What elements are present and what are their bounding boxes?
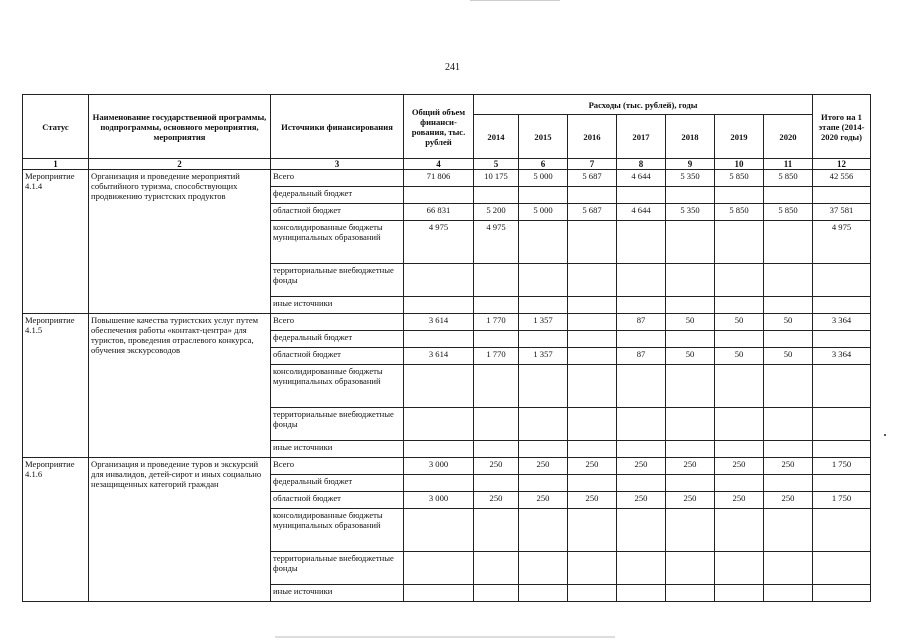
year-value-cell [715, 331, 764, 348]
total-volume-cell [404, 187, 474, 204]
year-value-cell [519, 264, 568, 297]
measure-status: Мероприятие 4.1.6 [23, 458, 89, 602]
year-value-cell: 5 850 [764, 204, 813, 221]
header-year: 2016 [568, 115, 617, 159]
year-value-cell [568, 585, 617, 602]
year-value-cell [617, 552, 666, 585]
total-volume-cell: 4 975 [404, 221, 474, 264]
column-number: 10 [715, 159, 764, 170]
total-volume-cell [404, 509, 474, 552]
year-value-cell: 5 350 [666, 204, 715, 221]
year-value-cell [666, 585, 715, 602]
year-value-cell [617, 221, 666, 264]
column-number: 12 [813, 159, 871, 170]
year-value-cell [617, 408, 666, 441]
year-value-cell [519, 552, 568, 585]
funding-source: федеральный бюджет [271, 475, 404, 492]
column-number: 1 [23, 159, 89, 170]
year-value-cell [474, 552, 519, 585]
funding-source: иные источники [271, 585, 404, 602]
funding-source: областной бюджет [271, 204, 404, 221]
year-value-cell [715, 221, 764, 264]
year-value-cell: 250 [617, 458, 666, 475]
total-volume-cell [404, 331, 474, 348]
year-value-cell: 5 850 [715, 170, 764, 187]
total-volume-cell [404, 552, 474, 585]
stage-total-cell: 42 556 [813, 170, 871, 187]
stage-total-cell [813, 441, 871, 458]
year-value-cell: 5 000 [519, 170, 568, 187]
total-volume-cell: 3 000 [404, 492, 474, 509]
total-volume-cell [404, 408, 474, 441]
stage-total-cell [813, 365, 871, 408]
year-value-cell: 10 175 [474, 170, 519, 187]
year-value-cell: 1 770 [474, 348, 519, 365]
year-value-cell [474, 297, 519, 314]
year-value-cell [519, 585, 568, 602]
year-value-cell [474, 187, 519, 204]
year-value-cell: 5 200 [474, 204, 519, 221]
year-value-cell: 250 [474, 458, 519, 475]
stage-total-cell: 1 750 [813, 492, 871, 509]
year-value-cell [519, 187, 568, 204]
year-value-cell [568, 552, 617, 585]
year-value-cell [568, 509, 617, 552]
column-number: 5 [474, 159, 519, 170]
year-value-cell [666, 408, 715, 441]
year-value-cell [764, 475, 813, 492]
year-value-cell [617, 297, 666, 314]
funding-source: территориальные внебюджетные фонды [271, 408, 404, 441]
year-value-cell [474, 365, 519, 408]
header-total-volume: Общий объем финанси-рования, тыс. рублей [404, 95, 474, 159]
year-value-cell: 250 [568, 458, 617, 475]
year-value-cell: 50 [715, 314, 764, 331]
year-value-cell: 250 [617, 492, 666, 509]
year-value-cell: 50 [764, 314, 813, 331]
year-value-cell [568, 475, 617, 492]
page-number: 241 [445, 62, 460, 73]
year-value-cell [666, 441, 715, 458]
measure-status: Мероприятие 4.1.5 [23, 314, 89, 458]
funding-source: федеральный бюджет [271, 331, 404, 348]
year-value-cell [568, 314, 617, 331]
year-value-cell [666, 187, 715, 204]
year-value-cell: 250 [764, 492, 813, 509]
year-value-cell: 250 [666, 458, 715, 475]
header-name: Наименование государственной программы, подпрограммы, основного мероприятия, мероприятия [89, 95, 271, 159]
total-volume-cell [404, 585, 474, 602]
column-number-row [23, 159, 871, 170]
year-value-cell: 5 687 [568, 204, 617, 221]
header-year: 2020 [764, 115, 813, 159]
scan-edge-line [275, 636, 615, 638]
year-value-cell [474, 408, 519, 441]
year-value-cell [764, 264, 813, 297]
year-value-cell: 1 770 [474, 314, 519, 331]
total-volume-cell: 3 000 [404, 458, 474, 475]
year-value-cell [568, 441, 617, 458]
year-value-cell [617, 264, 666, 297]
measure-status: Мероприятие 4.1.4 [23, 170, 89, 314]
measure-name: Организация и проведение мероприятий событийного туризма, способствующих продвижению туристских продуктов [89, 170, 271, 314]
year-value-cell [617, 187, 666, 204]
year-value-cell: 1 357 [519, 314, 568, 331]
total-volume-cell [404, 264, 474, 297]
stage-total-cell [813, 187, 871, 204]
funding-source: Всего [271, 170, 404, 187]
year-value-cell [666, 475, 715, 492]
year-value-cell [666, 331, 715, 348]
year-value-cell [474, 331, 519, 348]
year-value-cell: 250 [666, 492, 715, 509]
stage-total-cell [813, 408, 871, 441]
stage-total-cell: 3 364 [813, 314, 871, 331]
stage-total-cell: 1 750 [813, 458, 871, 475]
funding-source: консолидированные бюджеты муниципальных образований [271, 221, 404, 264]
funding-source: областной бюджет [271, 348, 404, 365]
year-value-cell [617, 509, 666, 552]
year-value-cell [764, 552, 813, 585]
year-value-cell [764, 221, 813, 264]
year-value-cell [764, 365, 813, 408]
column-number: 3 [271, 159, 404, 170]
year-value-cell [568, 264, 617, 297]
funding-source: областной бюджет [271, 492, 404, 509]
stage-total-cell [813, 475, 871, 492]
header-year: 2018 [666, 115, 715, 159]
year-value-cell [568, 221, 617, 264]
scan-speck [884, 434, 886, 436]
total-volume-cell [404, 297, 474, 314]
column-number: 8 [617, 159, 666, 170]
year-value-cell [617, 585, 666, 602]
year-value-cell [568, 365, 617, 408]
year-value-cell: 87 [617, 348, 666, 365]
year-value-cell: 250 [519, 492, 568, 509]
year-value-cell [666, 365, 715, 408]
year-value-cell [666, 297, 715, 314]
year-value-cell [666, 552, 715, 585]
table-row [23, 314, 871, 331]
funding-source: федеральный бюджет [271, 187, 404, 204]
year-value-cell [666, 221, 715, 264]
total-volume-cell [404, 475, 474, 492]
table-row [23, 170, 871, 187]
year-value-cell [519, 408, 568, 441]
year-value-cell [474, 441, 519, 458]
total-volume-cell: 71 806 [404, 170, 474, 187]
total-volume-cell: 3 614 [404, 314, 474, 331]
scan-edge-line [470, 0, 560, 1]
year-value-cell [715, 509, 764, 552]
measure-name: Повышение качества туристских услуг путем обеспечения работы «контакт-центра» для туристов, проведения отраслевого конкурса, обучения экскурсоводов [89, 314, 271, 458]
year-value-cell [715, 297, 764, 314]
year-value-cell [764, 331, 813, 348]
year-value-cell [617, 331, 666, 348]
year-value-cell [715, 365, 764, 408]
year-value-cell: 250 [715, 492, 764, 509]
year-value-cell [568, 187, 617, 204]
year-value-cell: 250 [568, 492, 617, 509]
year-value-cell [764, 408, 813, 441]
stage-total-cell: 3 364 [813, 348, 871, 365]
year-value-cell [617, 475, 666, 492]
year-value-cell [764, 187, 813, 204]
measure-name: Организация и проведение туров и экскурсий для инвалидов, детей-сирот и иных социально незащищенных категорий граждан [89, 458, 271, 602]
header-stage-total: Итого на 1 этапе (2014-2020 годы) [813, 95, 871, 159]
year-value-cell: 5 850 [764, 170, 813, 187]
year-value-cell: 5 850 [715, 204, 764, 221]
year-value-cell [715, 264, 764, 297]
year-value-cell: 4 644 [617, 170, 666, 187]
year-value-cell [474, 585, 519, 602]
year-value-cell: 250 [519, 458, 568, 475]
column-number: 4 [404, 159, 474, 170]
table-row [23, 458, 871, 475]
stage-total-cell [813, 509, 871, 552]
year-value-cell [568, 408, 617, 441]
year-value-cell [568, 348, 617, 365]
header-year: 2017 [617, 115, 666, 159]
stage-total-cell [813, 331, 871, 348]
year-value-cell [568, 297, 617, 314]
year-value-cell [617, 441, 666, 458]
column-number: 7 [568, 159, 617, 170]
year-value-cell [519, 297, 568, 314]
year-value-cell: 5 000 [519, 204, 568, 221]
column-number: 9 [666, 159, 715, 170]
funding-source: иные источники [271, 441, 404, 458]
year-value-cell [666, 264, 715, 297]
funding-source: территориальные внебюджетные фонды [271, 264, 404, 297]
header-status: Статус [23, 95, 89, 159]
year-value-cell [715, 441, 764, 458]
header-year: 2014 [474, 115, 519, 159]
year-value-cell [764, 297, 813, 314]
year-value-cell: 5 350 [666, 170, 715, 187]
column-number: 11 [764, 159, 813, 170]
year-value-cell [715, 408, 764, 441]
year-value-cell [568, 331, 617, 348]
stage-total-cell: 4 975 [813, 221, 871, 264]
year-value-cell [519, 509, 568, 552]
year-value-cell: 5 687 [568, 170, 617, 187]
year-value-cell: 50 [666, 314, 715, 331]
year-value-cell: 87 [617, 314, 666, 331]
year-value-cell [519, 221, 568, 264]
stage-total-cell [813, 552, 871, 585]
year-value-cell [474, 475, 519, 492]
year-value-cell: 4 644 [617, 204, 666, 221]
total-volume-cell [404, 441, 474, 458]
header-year: 2019 [715, 115, 764, 159]
year-value-cell [666, 509, 715, 552]
header-expenses: Расходы (тыс. рублей), годы [474, 95, 813, 115]
budget-table [22, 94, 871, 602]
year-value-cell: 1 357 [519, 348, 568, 365]
year-value-cell [715, 552, 764, 585]
column-number: 2 [89, 159, 271, 170]
total-volume-cell: 3 614 [404, 348, 474, 365]
total-volume-cell [404, 365, 474, 408]
stage-total-cell [813, 264, 871, 297]
year-value-cell [519, 331, 568, 348]
year-value-cell: 250 [474, 492, 519, 509]
year-value-cell [764, 509, 813, 552]
column-number: 6 [519, 159, 568, 170]
year-value-cell [474, 509, 519, 552]
year-value-cell [617, 365, 666, 408]
header-sources: Источники финансирования [271, 95, 404, 159]
header-row-1 [23, 95, 871, 115]
funding-source: Всего [271, 314, 404, 331]
year-value-cell [764, 441, 813, 458]
funding-source: консолидированные бюджеты муниципальных образований [271, 365, 404, 408]
funding-source: территориальные внебюджетные фонды [271, 552, 404, 585]
stage-total-cell [813, 585, 871, 602]
year-value-cell [715, 187, 764, 204]
year-value-cell: 50 [715, 348, 764, 365]
year-value-cell [519, 365, 568, 408]
funding-source: Всего [271, 458, 404, 475]
year-value-cell [519, 441, 568, 458]
year-value-cell [715, 475, 764, 492]
year-value-cell: 4 975 [474, 221, 519, 264]
year-value-cell: 250 [764, 458, 813, 475]
funding-source: иные источники [271, 297, 404, 314]
year-value-cell [715, 585, 764, 602]
year-value-cell [764, 585, 813, 602]
year-value-cell: 50 [764, 348, 813, 365]
year-value-cell [474, 264, 519, 297]
stage-total-cell: 37 581 [813, 204, 871, 221]
year-value-cell: 250 [715, 458, 764, 475]
year-value-cell [519, 475, 568, 492]
total-volume-cell: 66 831 [404, 204, 474, 221]
header-year: 2015 [519, 115, 568, 159]
year-value-cell: 50 [666, 348, 715, 365]
funding-source: консолидированные бюджеты муниципальных образований [271, 509, 404, 552]
stage-total-cell [813, 297, 871, 314]
